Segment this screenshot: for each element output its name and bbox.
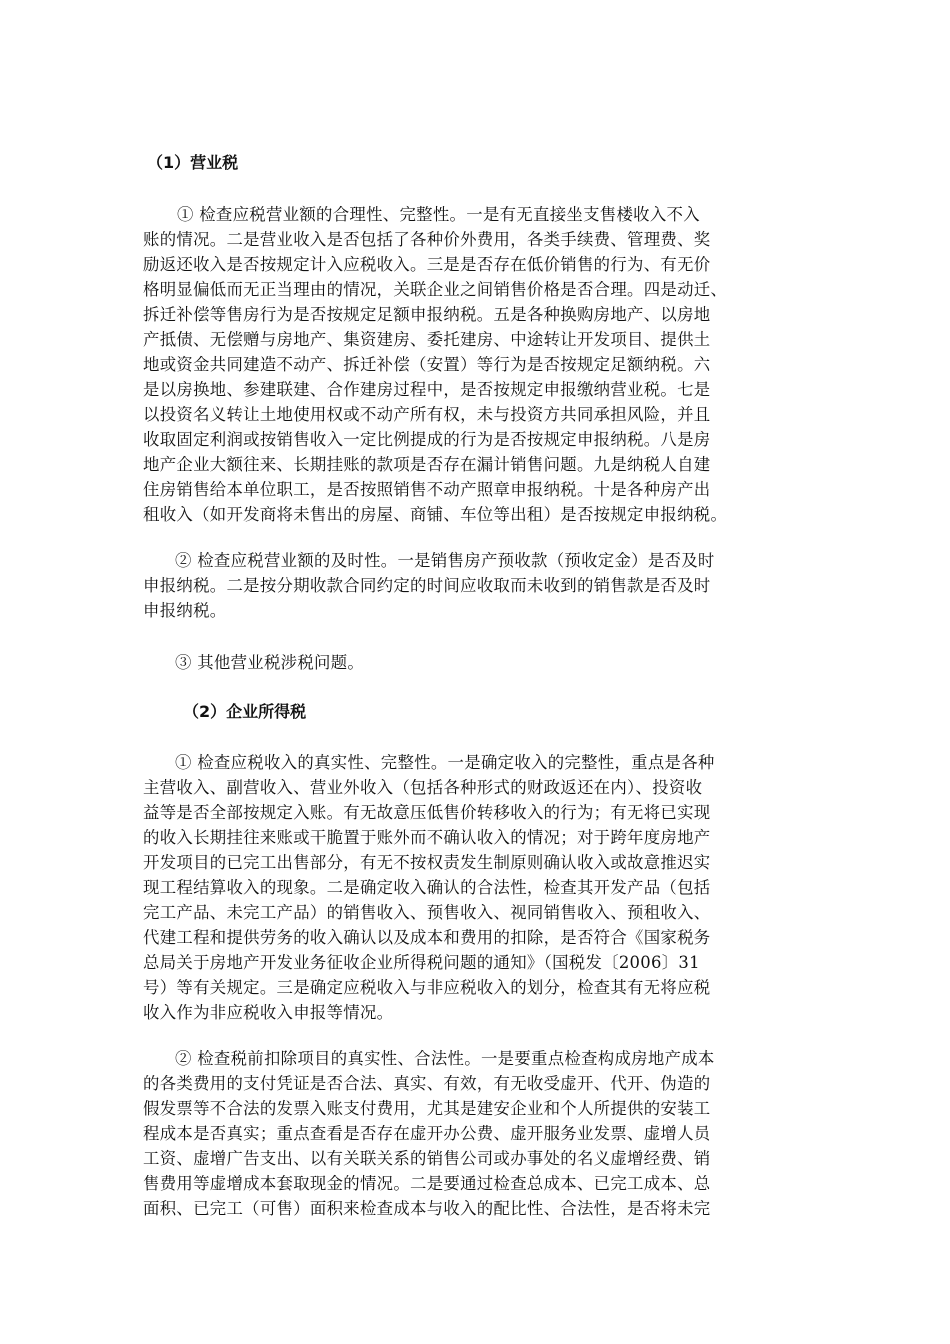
text-line: 租收入（如开发商将未售出的房屋、商铺、车位等出租）是否按规定申报纳税。 — [143, 505, 728, 524]
text-line: ③ 其他营业税涉税问题。 — [175, 653, 365, 672]
text-line: 主营收入、副营收入、营业外收入（包括各种形式的财政返还在内）、投资收 — [143, 778, 703, 797]
text-line: 申报纳税。 — [143, 601, 227, 620]
text-line: 地产企业大额往来、长期挂账的款项是否存在漏计销售问题。九是纳税人自建 — [143, 455, 711, 474]
text-line: 收取固定利润或按销售收入一定比例提成的行为是否按规定申报纳税。八是房 — [143, 430, 711, 449]
text-line: 售费用等虚增成本套取现金的情况。二是要通过检查总成本、已完工成本、总 — [143, 1174, 711, 1193]
text-line: 面积、已完工（可售）面积来检查成本与收入的配比性、合法性，是否将未完 — [143, 1199, 711, 1218]
paragraph-income-tax-1 — [143, 750, 823, 1025]
text-line: 产抵债、无偿赠与房地产、集资建房、委托建房、中途转让开发项目、提供土 — [143, 330, 711, 349]
section-heading-business-tax: （1）营业税 — [147, 153, 239, 172]
text-line: 格明显偏低而无正当理由的情况，关联企业之间销售价格是否合理。四是动迁、 — [143, 280, 728, 299]
text-line: 住房销售给本单位职工，是否按照销售不动产照章申报纳税。十是各种房产出 — [143, 480, 711, 499]
text-line: 完工产品、未完工产品）的销售收入、预售收入、视同销售收入、预租收入、 — [143, 903, 711, 922]
text-line: 代建工程和提供劳务的收入确认以及成本和费用的扣除，是否符合《国家税务 — [143, 928, 711, 947]
paragraph-business-tax-2 — [143, 548, 823, 623]
text-line: ① 检查应税营业额的合理性、完整性。一是有无直接坐支售楼收入不入 — [177, 205, 700, 224]
text-line: 的收入长期挂往来账或干脆置于账外而不确认收入的情况；对于跨年度房地产 — [143, 828, 711, 847]
paragraph-business-tax-1 — [143, 202, 823, 527]
text-line: 以投资名义转让土地使用权或不动产所有权，未与投资方共同承担风险，并且 — [143, 405, 711, 424]
paragraph-business-tax-3 — [143, 650, 823, 675]
text-line: ① 检查应税收入的真实性、完整性。一是确定收入的完整性，重点是各种 — [175, 753, 715, 772]
text-line: 励返还收入是否按规定计入应税收入。三是是否存在低价销售的行为、有无价 — [143, 255, 711, 274]
text-line: 账的情况。二是营业收入是否包括了各种价外费用，各类手续费、管理费、奖 — [143, 230, 711, 249]
text-line: 号）等有关规定。三是确定应税收入与非应税收入的划分，检查其有无将应税 — [143, 978, 711, 997]
text-line: 是以房换地、参建联建、合作建房过程中，是否按规定申报缴纳营业税。七是 — [143, 380, 711, 399]
section-heading-corporate-income-tax: （2）企业所得税 — [183, 702, 307, 721]
text-line: ② 检查税前扣除项目的真实性、合法性。一是要重点检查构成房地产成本 — [175, 1049, 715, 1068]
text-line: 的各类费用的支付凭证是否合法、真实、有效，有无收受虚开、代开、伪造的 — [143, 1074, 711, 1093]
text-line: 拆迁补偿等售房行为是否按规定足额申报纳税。五是各种换购房地产、以房地 — [143, 305, 711, 324]
text-line: 开发项目的已完工出售部分，有无不按权责发生制原则确认收入或故意推迟实 — [143, 853, 711, 872]
text-line: 申报纳税。二是按分期收款合同约定的时间应收取而未收到的销售款是否及时 — [143, 576, 711, 595]
text-line: 地或资金共同建造不动产、拆迁补偿（安置）等行为是否按规定足额纳税。六 — [143, 355, 711, 374]
text-line: 程成本是否真实；重点查看是否存在虚开办公费、虚开服务业发票、虚增人员 — [143, 1124, 711, 1143]
paragraph-income-tax-2 — [143, 1046, 823, 1221]
text-line: ② 检查应税营业额的及时性。一是销售房产预收款（预收定金）是否及时 — [175, 551, 715, 570]
text-line: 工资、虚增广告支出、以有关联关系的销售公司或办事处的名义虚增经费、销 — [143, 1149, 711, 1168]
text-line: 现工程结算收入的现象。二是确定收入确认的合法性，检查其开发产品（包括 — [143, 878, 711, 897]
text-line: 假发票等不合法的发票入账支付费用，尤其是建安企业和个人所提供的安装工 — [143, 1099, 711, 1118]
text-line: 收入作为非应税收入申报等情况。 — [143, 1003, 394, 1022]
text-line: 益等是否全部按规定入账。有无故意压低售价转移收入的行为；有无将已实现 — [143, 803, 711, 822]
text-line: 总局关于房地产开发业务征收企业所得税问题的通知》（国税发〔2006〕31 — [143, 953, 700, 972]
